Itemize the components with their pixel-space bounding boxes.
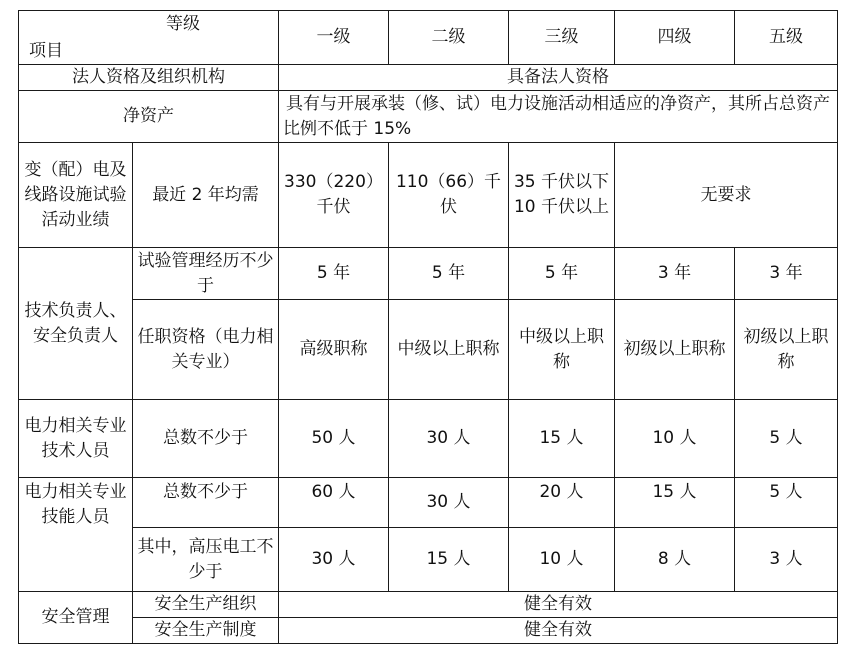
performance-sub-label: 最近 2 年均需 <box>133 143 279 248</box>
experience-level-1: 5 年 <box>279 248 389 300</box>
responsible-category: 技术负责人、安全负责人 <box>19 248 133 400</box>
qualification-level-1: 高级职称 <box>279 300 389 400</box>
qualification-level-2: 中级以上职称 <box>389 300 509 400</box>
skill-total-level-2: 30 人 <box>389 478 509 528</box>
row-responsible-experience <box>19 248 838 300</box>
safety-org-value: 健全有效 <box>279 592 838 618</box>
row-legal <box>19 65 838 91</box>
safety-category: 安全管理 <box>19 592 133 644</box>
header-diagonal-cell <box>19 11 279 65</box>
qualification-level-5: 初级以上职称 <box>735 300 838 400</box>
legal-value: 具备法人资格 <box>279 65 838 91</box>
safety-system-value: 健全有效 <box>279 618 838 644</box>
tech-staff-label: 总数不少于 <box>133 400 279 478</box>
skill-total-level-3: 20 人 <box>509 478 615 528</box>
hv-label: 其中，高压电工不少于 <box>133 528 279 592</box>
performance-no-requirement: 无要求 <box>615 143 838 248</box>
tech-staff-level-5: 5 人 <box>735 400 838 478</box>
experience-level-2: 5 年 <box>389 248 509 300</box>
qualification-table <box>18 10 838 644</box>
legal-label: 法人资格及组织机构 <box>19 65 279 91</box>
header-row <box>19 11 838 65</box>
qualification-label: 任职资格（电力相关专业） <box>133 300 279 400</box>
skill-total-level-5: 5 人 <box>735 478 838 528</box>
row-responsible-qualification <box>19 300 838 400</box>
row-performance <box>19 143 838 248</box>
hv-level-3: 10 人 <box>509 528 615 592</box>
experience-level-4: 3 年 <box>615 248 735 300</box>
safety-org-label: 安全生产组织 <box>133 592 279 618</box>
qualification-level-3: 中级以上职称 <box>509 300 615 400</box>
performance-category: 变（配）电及线路设施试验活动业绩 <box>19 143 133 248</box>
level-1-header: 一级 <box>279 11 389 65</box>
net-assets-value: 具有与开展承装（修、试）电力设施活动相适应的净资产，其所占总资产比例不低于 15% <box>279 91 838 143</box>
row-net-assets <box>19 91 838 143</box>
qualification-level-4: 初级以上职称 <box>615 300 735 400</box>
row-safety-org <box>19 592 838 618</box>
row-tech-staff <box>19 400 838 478</box>
skill-staff-category: 电力相关专业技能人员 <box>19 478 133 592</box>
skill-total-level-1: 60 人 <box>279 478 389 528</box>
tech-staff-level-1: 50 人 <box>279 400 389 478</box>
skill-total-label: 总数不少于 <box>133 478 279 528</box>
tech-staff-category: 电力相关专业技术人员 <box>19 400 133 478</box>
row-skill-staff-hv <box>19 528 838 592</box>
level-4-header: 四级 <box>615 11 735 65</box>
experience-level-3: 5 年 <box>509 248 615 300</box>
item-label: 项目 <box>29 41 63 61</box>
level-5-header: 五级 <box>735 11 838 65</box>
level-3-header: 三级 <box>509 11 615 65</box>
tech-staff-level-3: 15 人 <box>509 400 615 478</box>
row-skill-staff-total <box>19 478 838 528</box>
hv-level-2: 15 人 <box>389 528 509 592</box>
hv-level-5: 3 人 <box>735 528 838 592</box>
safety-system-label: 安全生产制度 <box>133 618 279 644</box>
tech-staff-level-4: 10 人 <box>615 400 735 478</box>
hv-level-1: 30 人 <box>279 528 389 592</box>
grade-label: 等级 <box>166 14 200 34</box>
level-2-header: 二级 <box>389 11 509 65</box>
performance-level-2: 110（66）千伏 <box>389 143 509 248</box>
row-safety-system <box>19 618 838 644</box>
hv-level-4: 8 人 <box>615 528 735 592</box>
performance-level-3: 35 千伏以下10 千伏以上 <box>509 143 615 248</box>
experience-label: 试验管理经历不少于 <box>133 248 279 300</box>
tech-staff-level-2: 30 人 <box>389 400 509 478</box>
skill-total-level-4: 15 人 <box>615 478 735 528</box>
experience-level-5: 3 年 <box>735 248 838 300</box>
performance-level-1: 330（220）千伏 <box>279 143 389 248</box>
net-assets-label: 净资产 <box>19 91 279 143</box>
